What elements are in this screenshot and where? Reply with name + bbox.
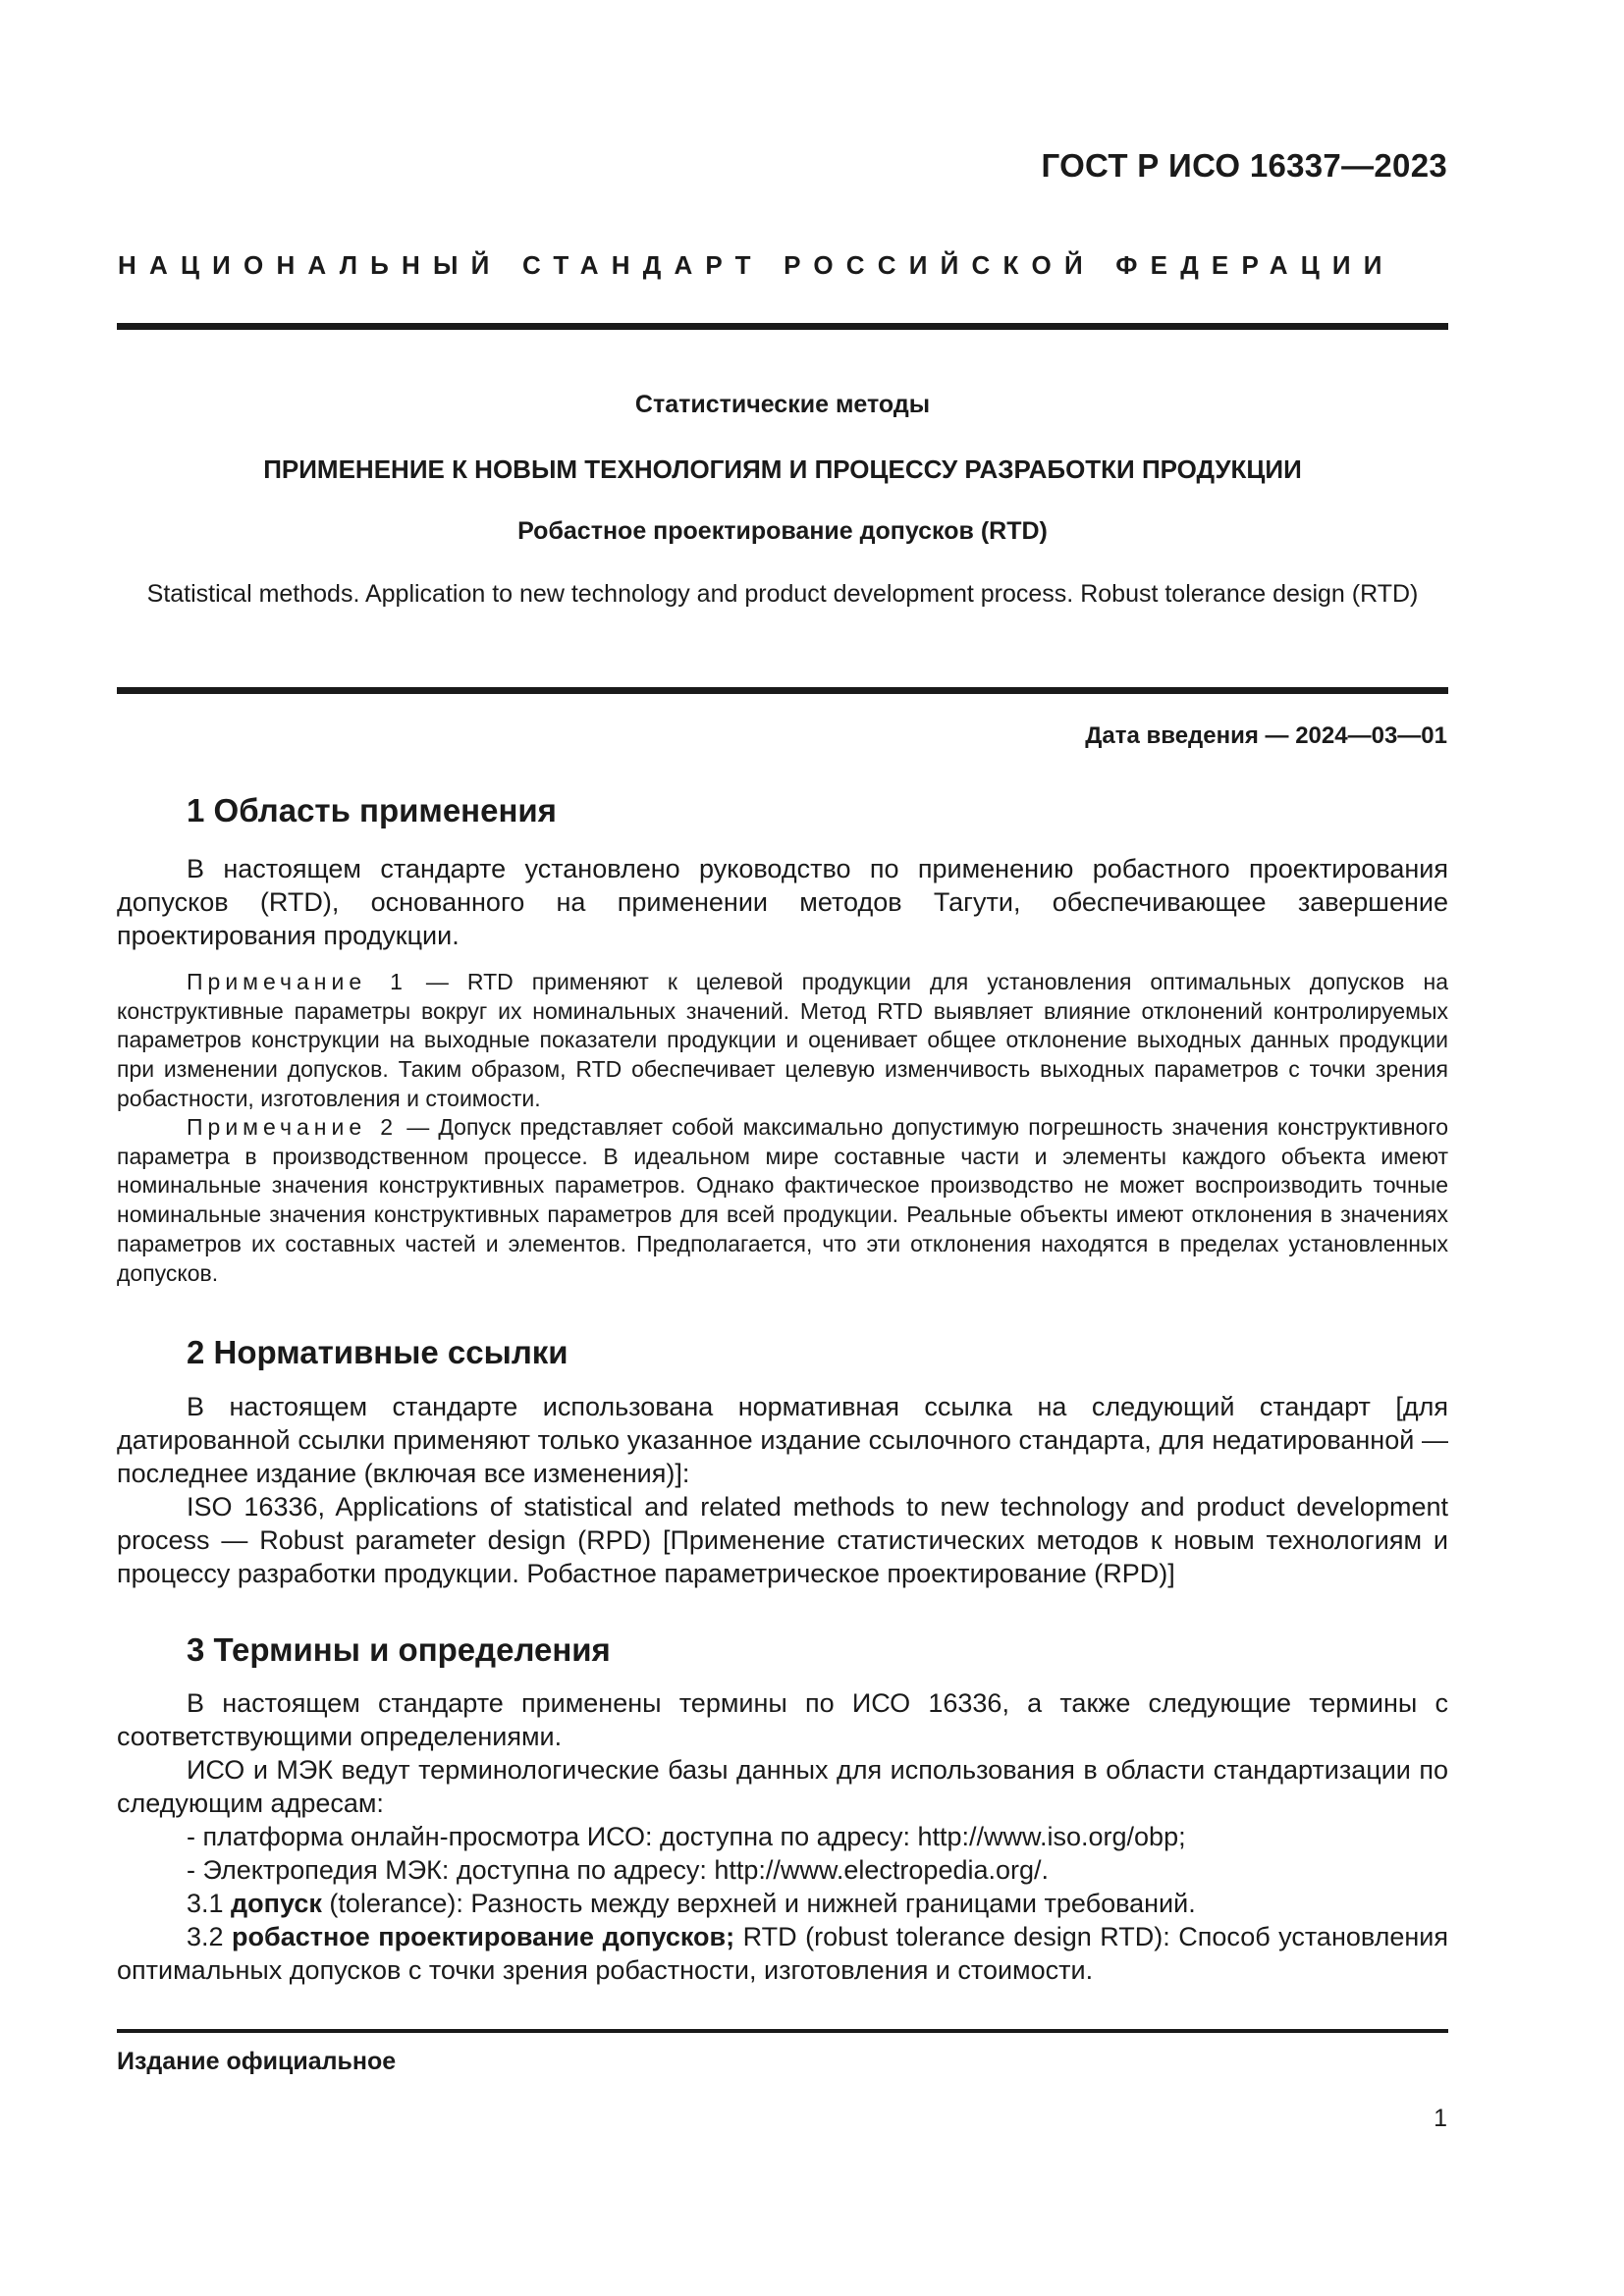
list-item-iso-obp: - платформа онлайн-просмотра ИСО: доступна по адресу: http://www.iso.org/obp; — [187, 1822, 1186, 1851]
national-standard-banner: НАЦИОНАЛЬНЫЙ СТАНДАРТ РОССИЙСКОЙ ФЕДЕРАЦИИ — [118, 250, 1395, 280]
section-2-paragraph: В настоящем стандарте использована нормативная ссылка на следующий стандарт [для датированной ссылки применяют только указанное издание ссылочного стандарта, для недатированной — последнее издание (включая все изменения)]: — [117, 1392, 1448, 1488]
definition-3-2 — [117, 1920, 1448, 1987]
note-1-text: — RTD применяют к целевой продукции для установления оптимальных допусков на конструктивные параметры вокруг их номинальных значений. Метод RTD выявляет влияние отклонений контролируемых параметров конструкции на выходные показатели продукции и оценивает общее отклонение выходных данных продукции при изменении допусков. Таким образом, RTD обеспечивает целевую изменчивость выходных параметров с точки зрения робастности, изготовления и стоимости. — [117, 969, 1448, 1111]
footer-divider — [117, 2029, 1448, 2033]
section-3-body — [117, 1686, 1448, 1987]
section-2-heading: 2 Нормативные ссылки — [187, 1334, 568, 1370]
title-group: Статистические методы — [634, 391, 931, 418]
page-number: 1 — [1434, 2105, 1447, 2132]
definition-3-1-number: 3.1 — [187, 1889, 232, 1918]
document-code: ГОСТ Р ИСО 16337—2023 — [1041, 147, 1447, 184]
section-3-paragraph-2: ИСО и МЭК ведут терминологические базы данных для использования в области стандартизации по следующим адресам: — [117, 1755, 1448, 1818]
title-main: ПРИМЕНЕНИЕ К НОВЫМ ТЕХНОЛОГИЯМ И ПРОЦЕССУ РАЗРАБОТКИ ПРОДУКЦИИ — [263, 454, 1302, 484]
section-3-paragraph-1: В настоящем стандарте применены термины по ИСО 16336, а также следующие термины с соответствующими определениями. — [117, 1688, 1448, 1751]
note-1 — [117, 968, 1448, 1114]
definition-3-1-text: (tolerance): Разность между верхней и нижней границами требований. — [321, 1889, 1196, 1918]
note-1-label: Примечание 1 — [187, 969, 407, 994]
definition-3-1 — [117, 1887, 1448, 1920]
section-1-paragraph: В настоящем стандарте установлено руководство по применению робастного проектирования допусков (RTD), основанного на применении методов Тагути, обеспечивающее завершение проектирования продукции. — [117, 854, 1448, 950]
note-2-label: Примечание 2 — [187, 1114, 399, 1140]
title-english: Statistical methods. Application to new technology and product development process. Robust tolerance design (RTD) — [146, 580, 1419, 608]
introduction-date: Дата введения — 2024—03—01 — [1085, 722, 1447, 749]
note-2 — [117, 1113, 1448, 1288]
note-2-text: — Допуск представляет собой максимально допустимую погрешность значения конструктивного параметра в производственном процессе. В идеальном мире составные части и элементы каждого объекта имеют номинальные значения конструктивных параметров. Однако фактическое производство не может воспроизводить точные номинальные значения конструктивных параметров для всей продукции. Реальные объекты имеют отклонения в значениях параметров их составных частей и элементов. Предполагается, что эти отклонения находятся в пределах установленных допусков. — [117, 1114, 1448, 1286]
definition-3-2-number: 3.2 — [187, 1922, 233, 1951]
definition-3-1-term: допуск — [231, 1889, 322, 1918]
title-sub: Робастное проектирование допусков (RTD) — [517, 517, 1048, 545]
section-3-heading: 3 Термины и определения — [187, 1631, 611, 1668]
title-divider — [117, 687, 1448, 694]
definition-3-2-term: робастное проектирование допусков; — [232, 1922, 735, 1951]
list-item-electropedia: - Электропедия МЭК: доступна по адресу: http://www.electropedia.org/. — [187, 1855, 1050, 1885]
definition-3-2-text: RTD (robust tolerance design RTD): Способ установления оптимальных допусков с точки зрения робастности, изготовления и стоимости. — [117, 1922, 1448, 1985]
normative-reference: ISO 16336, Applications of statistical and related methods to new technology and product development process — Robust parameter design (RPD) [Применение статистических методов к новым технологиям и процессу разработки продукции. Робастное параметрическое проектирование (RPD)] — [117, 1492, 1448, 1588]
official-edition-label: Издание официальное — [117, 2048, 397, 2075]
section-1-heading: 1 Область применения — [187, 792, 557, 828]
top-divider — [117, 323, 1448, 330]
